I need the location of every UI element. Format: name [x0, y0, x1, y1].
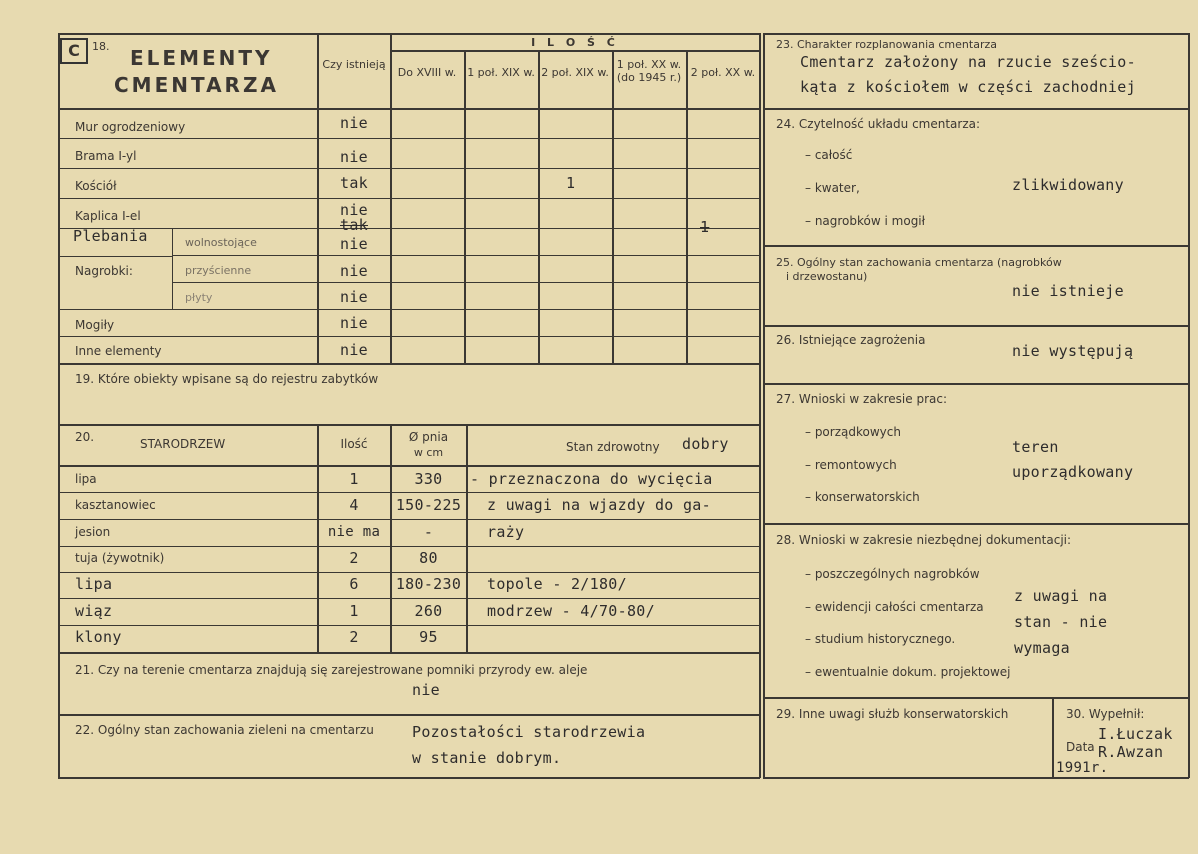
tree-qty: 1 [349, 602, 359, 620]
q30-date-label: Data [1066, 740, 1095, 754]
period-col-header: 2 poł. XX w. [690, 66, 756, 79]
rule [58, 625, 760, 626]
q27-item: – konserwatorskich [805, 490, 920, 504]
tree-qty: 1 [349, 470, 359, 488]
rule [763, 108, 1189, 110]
q26-label: 26. Istniejące zagrożenia [776, 333, 926, 347]
q25-answer: nie istnieje [1012, 282, 1124, 300]
rule [58, 598, 760, 599]
rule [759, 33, 761, 778]
tree-diameter: 180-230 [395, 575, 462, 593]
column-header-exists: Czy istnieją [322, 58, 386, 71]
element-label: Brama I-yl [75, 149, 137, 163]
tree-name: tuja (żywotnik) [75, 551, 165, 565]
q28-label: 28. Wnioski w zakresie niezbędnej dokumentacji: [776, 533, 1072, 547]
q27-answer-line2: uporządkowany [1012, 463, 1134, 481]
rule [58, 309, 760, 310]
q25-label: 25. Ogólny stan zachowania cmentarza (nagrobków [776, 256, 1062, 269]
q22-label: 22. Ogólny stan zachowania zieleni na cmentarzu [75, 723, 374, 737]
element-value: nie [340, 262, 368, 280]
tree-diameter: 150-225 [395, 496, 462, 514]
q22-answer-line2: w stanie dobrym. [412, 749, 562, 767]
tree-diameter: 80 [419, 549, 438, 567]
rule [58, 256, 172, 257]
rule [58, 546, 760, 547]
q23-answer-line1: Cmentarz założony na rzucie sześcio- [800, 53, 1136, 71]
tree-diameter: 330 [414, 470, 443, 488]
q20-col-qty: Ilość [340, 437, 368, 451]
rule [763, 697, 1189, 699]
rule [390, 50, 760, 52]
q27-answer-line1: teren [1012, 438, 1059, 456]
tree-note: - przeznaczona do wycięcia [470, 470, 713, 488]
rule [58, 138, 760, 139]
q20-number: 20. [75, 430, 95, 444]
element-value: nie [340, 114, 368, 132]
period-col-header: Do XVIII w. [397, 66, 457, 79]
rule [172, 282, 760, 283]
tree-qty: 4 [349, 496, 359, 514]
rule [58, 33, 760, 35]
q20-health-value: dobry [682, 435, 729, 453]
q24-answer: zlikwidowany [1012, 176, 1124, 194]
rule [58, 465, 760, 467]
rule [612, 50, 614, 363]
q28-answer-line1: z uwagi na [1014, 587, 1108, 605]
element-mark: 1 [700, 218, 710, 236]
tree-name: jesion [75, 525, 111, 539]
rule [58, 424, 760, 426]
period-col-header: 2 poł. XIX w. [541, 66, 609, 79]
rule [686, 50, 688, 363]
element-sublabel: wolnostojące [185, 236, 257, 249]
q20-col-diameter: Ø pnia [408, 430, 449, 444]
rule [58, 777, 760, 779]
element-value: nie [340, 201, 368, 219]
element-value: nie [340, 341, 368, 359]
rule [464, 50, 466, 363]
q24-item: – nagrobków i mogił [805, 214, 926, 228]
tree-note: modrzew - 4/70-80/ [487, 602, 655, 620]
section-number: 18. [92, 40, 110, 53]
tree-note: topole - 2/180/ [487, 575, 627, 593]
q27-label: 27. Wnioski w zakresie prac: [776, 392, 948, 406]
q30-name-line1: I.Łuczak [1098, 725, 1173, 743]
element-value: nie [340, 314, 368, 332]
q20-col-health: Stan zdrowotny [566, 440, 660, 454]
tree-name: wiąz [75, 602, 113, 620]
section-letter-box: C [60, 38, 88, 64]
rule [763, 325, 1189, 327]
q26-answer: nie występują [1012, 342, 1134, 360]
rule [58, 714, 760, 716]
element-value: nie [340, 288, 368, 306]
element-label: Kaplica I-el [75, 209, 141, 223]
tree-qty: 2 [349, 549, 359, 567]
q27-item: – porządkowych [805, 425, 901, 439]
q30-label: 30. Wypełnił: [1066, 707, 1145, 721]
element-label: Mur ogrodzeniowy [75, 120, 186, 134]
tree-qty: nie ma [327, 524, 381, 540]
rule [763, 33, 765, 778]
rule [538, 50, 540, 363]
rule [1188, 33, 1190, 778]
rule [172, 229, 173, 309]
tree-name: lipa [75, 472, 97, 486]
tree-name: klony [75, 628, 122, 646]
q25-label-cont: i drzewostanu) [786, 270, 868, 283]
q24-item: – kwater, [805, 181, 860, 195]
q21-label: 21. Czy na terenie cmentarza znajdują się zarejestrowane pomniki przyrody ew. aleje [75, 663, 588, 677]
q24-label: 24. Czytelność układu cmentarza: [776, 117, 981, 131]
q19-label: 19. Które obiekty wpisane są do rejestru zabytków [75, 372, 379, 386]
rule [58, 33, 60, 778]
tree-note: raży [487, 523, 525, 541]
rule [763, 33, 1189, 35]
rule [58, 108, 760, 110]
rule [172, 255, 760, 256]
rule [58, 228, 760, 229]
rule [466, 424, 468, 652]
rule [763, 523, 1189, 525]
element-value-struck: tak [340, 216, 368, 234]
rule [58, 519, 760, 520]
q23-label: 23. Charakter rozplanowania cmentarza [776, 38, 997, 51]
tree-name: kasztanowiec [75, 498, 156, 512]
q28-answer-line2: stan - nie [1014, 613, 1108, 631]
q20-col-diameter-unit: w cm [413, 446, 444, 459]
element-label: Kościół [75, 179, 117, 193]
rule [58, 652, 760, 654]
q28-item: – ewentualnie dokum. projektowej [805, 665, 1011, 679]
rule [58, 572, 760, 573]
rule [763, 383, 1189, 385]
element-sublabel: płyty [185, 291, 213, 304]
tree-diameter: 95 [419, 628, 438, 646]
tree-name: lipa [75, 575, 113, 593]
q28-item: – poszczególnych nagrobków [805, 567, 980, 581]
element-label: Mogiły [75, 318, 115, 332]
element-value: nie [340, 148, 368, 166]
tree-note: z uwagi na wjazdy do ga- [487, 496, 711, 514]
period-col-header: 1 poł. XIX w. [467, 66, 535, 79]
q30-name-line2: R.Awzan [1098, 743, 1164, 761]
rule [763, 777, 1189, 779]
rule [58, 198, 760, 199]
rule [58, 363, 760, 365]
q29-label: 29. Inne uwagi służb konserwatorskich [776, 707, 1009, 721]
element-value: nie [340, 235, 368, 253]
section-title-line2: CMENTARZA [114, 73, 279, 97]
q23-answer-line2: kąta z kościołem w części zachodniej [800, 78, 1136, 96]
element-value: tak [340, 174, 368, 192]
rule [763, 245, 1189, 247]
element-label: Inne elementy [75, 344, 162, 358]
column-header-quantity: I L O Ś Ć [531, 36, 619, 49]
rule [58, 336, 760, 337]
q22-answer-line1: Pozostałości starodrzewia [412, 723, 646, 741]
tree-qty: 6 [349, 575, 359, 593]
q30-year: 1991r. [1056, 760, 1109, 776]
q27-item: – remontowych [805, 458, 897, 472]
tree-diameter: - [423, 523, 434, 541]
q28-item: – ewidencji całości cmentarza [805, 600, 984, 614]
q20-title: STARODRZEW [140, 437, 226, 451]
tree-qty: 2 [349, 628, 359, 646]
rule [1052, 697, 1054, 777]
q21-answer: nie [412, 681, 440, 699]
q28-answer-line3: wymaga [1014, 639, 1070, 657]
element-sublabel: przyścienne [185, 264, 252, 277]
rule [58, 492, 760, 493]
element-mark: 1 [566, 174, 576, 192]
section-title-line1: ELEMENTY [130, 46, 273, 70]
tree-diameter: 260 [414, 602, 443, 620]
q24-item: – całość [805, 148, 853, 162]
element-label: Nagrobki: [75, 264, 133, 278]
rule [58, 168, 760, 169]
period-col-header: 1 poł. XX w. (do 1945 r.) [616, 58, 682, 84]
q28-item: – studium historycznego. [805, 632, 956, 646]
element-label: Plebania [73, 227, 148, 245]
